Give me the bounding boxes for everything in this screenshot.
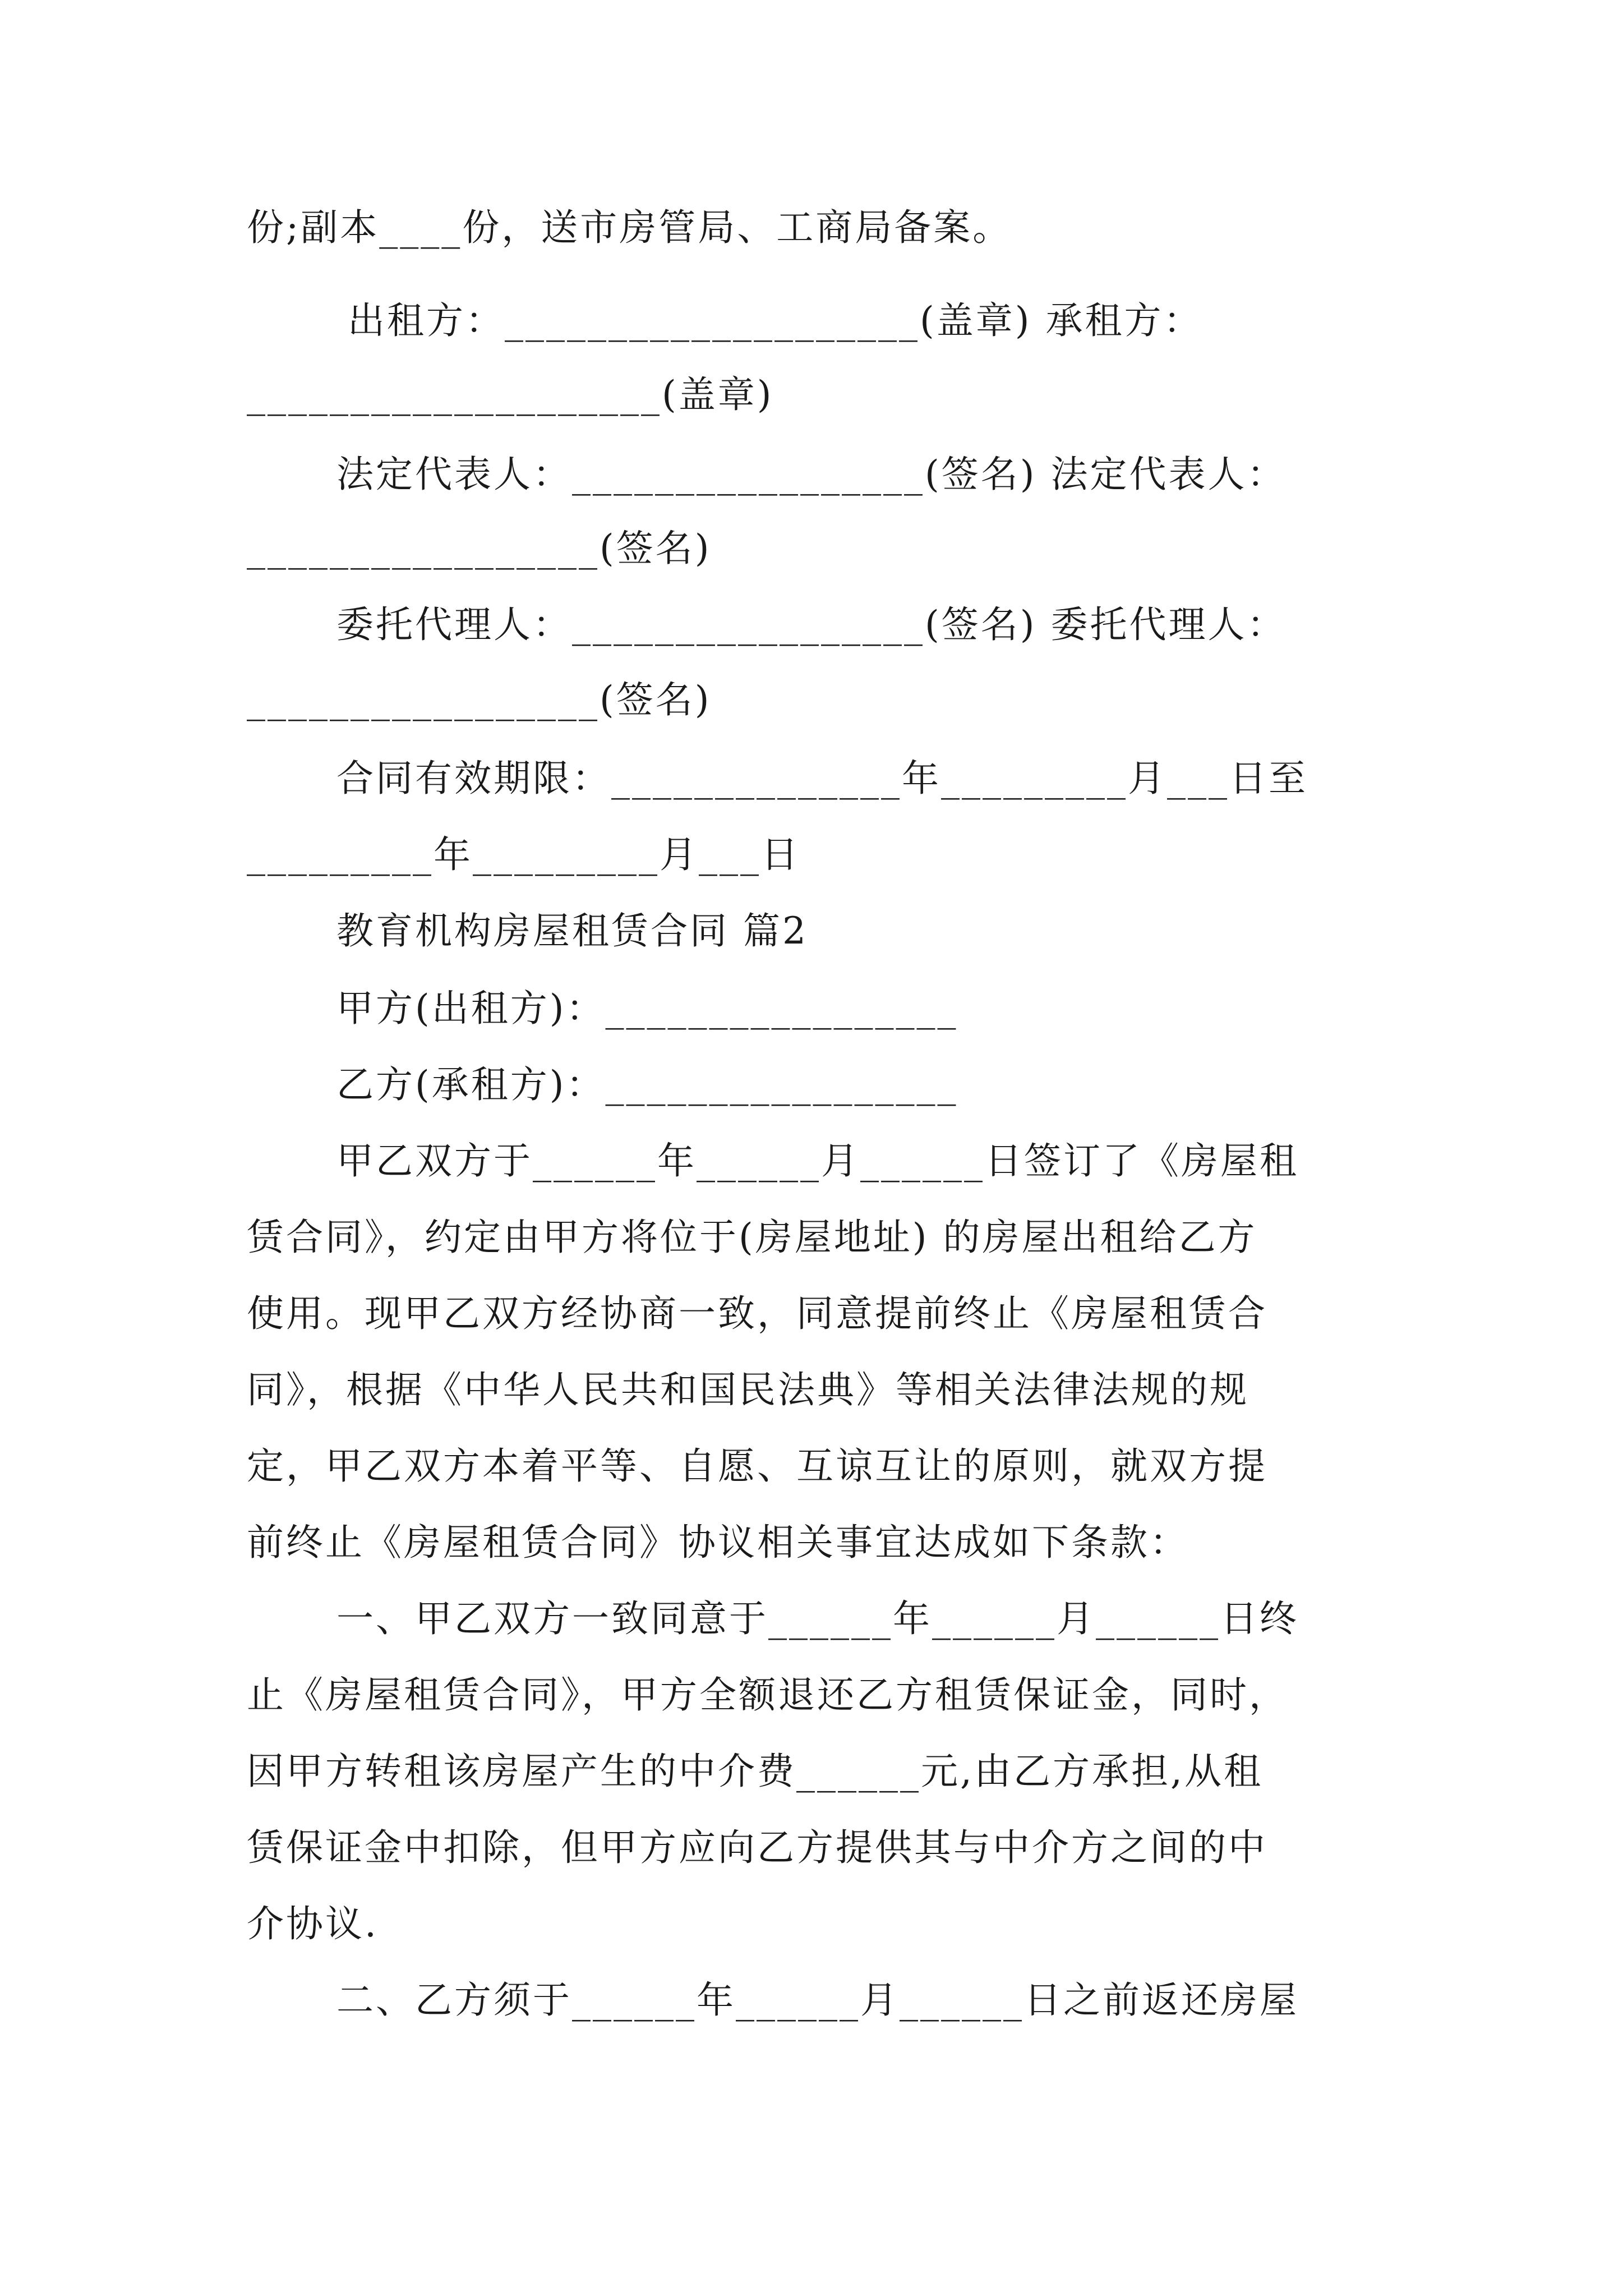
- clause-line: 一、甲乙双方一致同意于______年______月______日终: [336, 1597, 1299, 1640]
- paragraph-line: 前终止《房屋租赁合同》协议相关事宜达成如下条款：: [247, 1521, 1189, 1564]
- clause-line: 因甲方转租该房屋产生的中介费______元,由乙方承担,从租: [247, 1750, 1263, 1793]
- text-line: _________________(签名): [247, 527, 712, 570]
- paragraph-line: 定，甲乙双方本着平等、自愿、互谅互让的原则，就双方提: [247, 1444, 1267, 1488]
- clause-line: 二、乙方须于______年______月______日之前返还房屋: [336, 1978, 1299, 2022]
- paragraph-line: 使用。现甲乙双方经协商一致，同意提前终止《房屋租赁合: [247, 1292, 1267, 1335]
- text-line: _________________(签名): [247, 678, 712, 721]
- paragraph-line: 赁合同》，约定由甲方将位于(房屋地址) 的房屋出租给乙方: [247, 1216, 1257, 1259]
- text-line: ____________________(盖章): [247, 373, 774, 416]
- text-line-party-b: 乙方(承租方)：_________________: [336, 1063, 958, 1106]
- clause-line: 止《房屋租赁合同》，甲方全额退还乙方租赁保证金，同时，: [247, 1673, 1288, 1717]
- text-line-signature-lessor: 出租方：____________________(盖章) 承租方：: [348, 299, 1203, 342]
- text-line-party-a: 甲方(出租方)：_________________: [336, 987, 958, 1030]
- paragraph-line: 甲乙双方于______年______月______日签订了《房屋租: [336, 1139, 1299, 1182]
- paragraph-line: 同》，根据《中华人民共和国民法典》等相关法律法规的规: [247, 1368, 1249, 1411]
- text-line-validity: 合同有效期限：______________年_________月___日至: [336, 757, 1308, 800]
- clause-line: 介协议.: [247, 1902, 379, 1945]
- text-line: _________年_________月___日: [247, 833, 800, 876]
- section-heading: 教育机构房屋租赁合同 篇2: [336, 909, 808, 953]
- text-line-agent: 委托代理人：_________________(签名) 委托代理人：: [336, 603, 1287, 646]
- clause-line: 赁保证金中扣除，但甲方应向乙方提供其与中介方之间的中: [247, 1826, 1267, 1869]
- text-line-legal-rep: 法定代表人：_________________(签名) 法定代表人：: [336, 453, 1287, 496]
- text-line: 份;副本____份，送市房管局、工商局备案。: [247, 206, 1012, 249]
